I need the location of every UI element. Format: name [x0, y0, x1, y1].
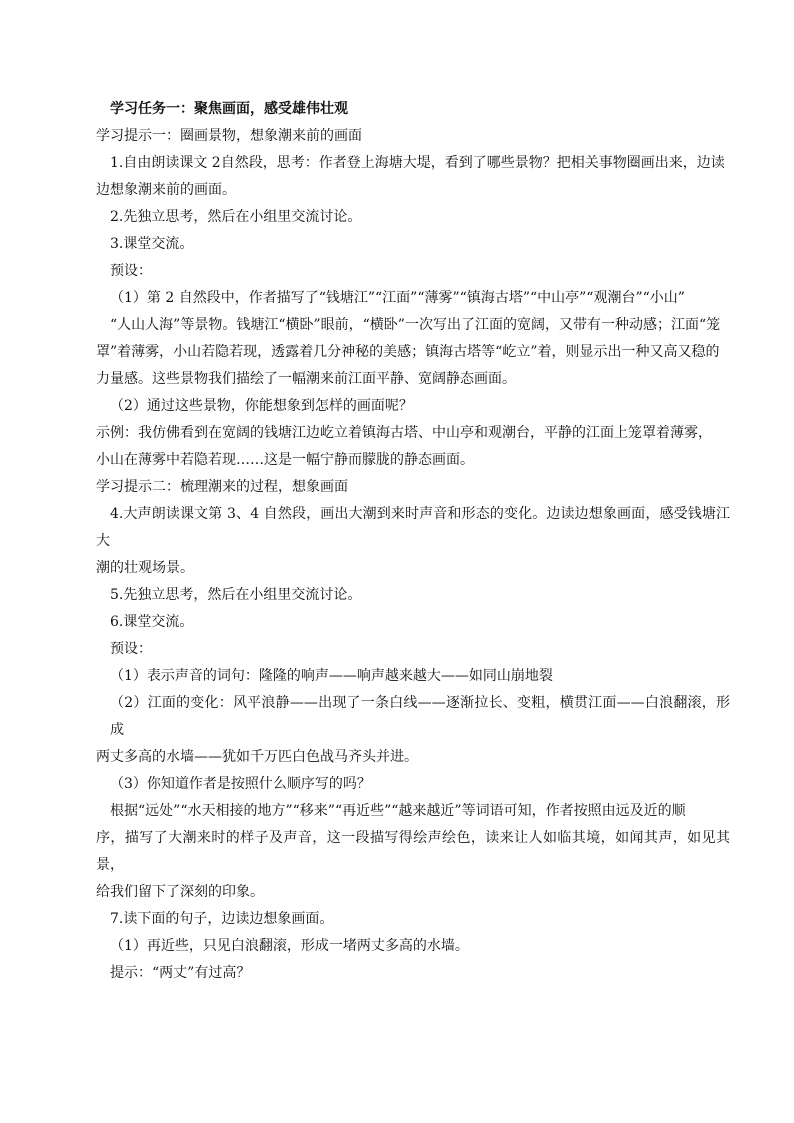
section-title: 学习任务一：聚焦画面，感受雄伟壮观: [110, 101, 348, 117]
item-6: 6.课堂交流。: [110, 614, 194, 630]
item-7: 7.读下面的句子，边读边想象画面。: [110, 911, 334, 927]
order-question: （3）你知道作者是按照什么顺序写的吗？: [110, 776, 371, 792]
river-change-line-1: （2）江面的变化：风平浪静——出现了一条白线——逐渐拉长、变粗，横贯江面——白浪翻滚，形成: [110, 695, 730, 738]
item-4-line-1: 4.大声朗读课文第 3、4 自然段，画出大潮到来时声音和形态的变化。边读边想象画面，感受钱塘江大: [96, 506, 730, 549]
preset-1-line-2: “人山人海”等景物。钱塘江“横卧”眼前，“横卧”一次写出了江面的宽阔，又带有一种动感；江面“笼: [110, 317, 721, 333]
sentence-1: （1）再近些，只见白浪翻滚，形成一堵两丈多高的水墙。: [110, 938, 469, 954]
answer-line-2: 序，描写了大潮来时的样子及声音，这一段描写得绘声绘色，读来让人如临其境，如闻其声，如见其景，: [96, 830, 730, 873]
answer-line-1: 根据“远处”“水天相接的地方”“移来”“再近些”“越来越近”等词语可知，作者按照由远及近的顺: [110, 803, 686, 819]
example-line-2: 小山在薄雾中若隐若现……这是一幅宁静而朦胧的静态画面。: [96, 452, 474, 468]
document-body: [96, 96, 730, 987]
tip-one: 学习提示一：圈画景物，想象潮来前的画面: [96, 128, 362, 144]
tip-two: 学习提示二：梳理潮来的过程，想象画面: [96, 479, 348, 495]
preset-label-1: 预设：: [110, 263, 152, 279]
sound-words: （1）表示声音的词句：隆隆的响声——响声越来越大——如同山崩地裂: [110, 668, 553, 684]
item-4-line-2: 潮的壮观场景。: [96, 560, 194, 576]
item-1-line-1: 1.自由朗读课文 2自然段，思考：作者登上海塘大堤，看到了哪些景物？把相关事物圈画出来，边读: [110, 155, 725, 171]
preset-label-2: 预设：: [110, 641, 152, 657]
preset-2-question: （2）通过这些景物，你能想象到怎样的画面呢？: [110, 398, 413, 414]
hint: 提示：“两丈”有过高？: [110, 965, 251, 981]
item-2: 2.先独立思考，然后在小组里交流讨论。: [110, 209, 362, 225]
item-5: 5.先独立思考，然后在小组里交流讨论。: [110, 587, 362, 603]
example-line-1: 示例：我仿佛看到在宽阔的钱塘江边屹立着镇海古塔、中山亭和观潮台，平静的江面上笼罩着薄雾，: [96, 425, 712, 441]
item-3: 3.课堂交流。: [110, 236, 194, 252]
river-change-line-2: 两丈多高的水墙——犹如千万匹白色战马齐头并进。: [96, 749, 418, 765]
preset-1-line-1: （1）第 2 自然段中，作者描写了“钱塘江”“江面”“薄雾”“镇海古塔”“中山亭”“观潮台”“小山”: [110, 290, 685, 306]
answer-line-3: 给我们留下了深刻的印象。: [96, 884, 264, 900]
preset-1-line-4: 力量感。这些景物我们描绘了一幅潮来前江面平静、宽阔静态画面。: [96, 371, 516, 387]
preset-1-line-3: 罩”着薄雾，小山若隐若现，透露着几分神秘的美感；镇海古塔等“屹立”着，则显示出一种又高又稳的: [96, 344, 720, 360]
item-1-line-2: 边想象潮来前的画面。: [96, 182, 236, 198]
